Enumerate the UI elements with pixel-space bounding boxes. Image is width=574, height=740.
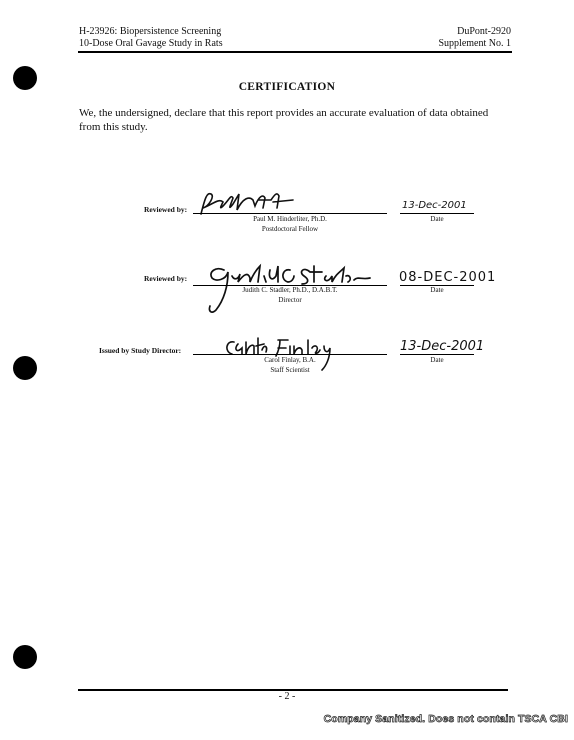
page-number: - 2 - — [278, 691, 296, 702]
header-rule — [78, 51, 512, 53]
signatory-2-role: Director — [278, 296, 302, 304]
page-title: CERTIFICATION — [238, 81, 336, 93]
signatory-3-role: Staff Scientist — [270, 366, 310, 374]
signatory-2-date-label: Date — [430, 286, 444, 294]
header-left — [79, 26, 223, 50]
signatory-2-date-value: 08-DEC-2001 — [399, 270, 497, 285]
certification-statement: We, the undersigned, declare that this report provides an accurate evaluation of data obtained from this study. — [79, 107, 489, 133]
signatory-1-role: Postdoctoral Fellow — [261, 225, 319, 233]
signatory-3-label: Issued by Study Director: — [99, 346, 182, 355]
header-study-title: H-23926: Biopersistence Screening — [79, 26, 222, 37]
signatory-2-name: Judith C. Stadler, Ph.D., D.A.B.T. — [242, 286, 338, 294]
sanitization-stamp: Company Sanitized. Does not contain TSCA CBI — [323, 713, 568, 725]
header-supplement: Supplement No. 1 — [438, 38, 511, 49]
header-right — [439, 26, 512, 50]
signature-line-1 — [193, 213, 387, 214]
signatory-1-date-label: Date — [430, 215, 444, 223]
header-report-number: DuPont-2920 — [457, 26, 511, 37]
signatory-1-name: Paul M. Hinderliter, Ph.D. — [253, 215, 327, 223]
signatory-2-label: Reviewed by: — [144, 274, 188, 283]
signature-line-3 — [193, 354, 387, 355]
punch-hole-bottom — [13, 645, 37, 669]
signatory-3-date-label: Date — [430, 356, 444, 364]
signatory-1-date-value: 13-Dec-2001 — [402, 200, 467, 211]
signatory-3-name: Carol Finlay, B.A. — [264, 356, 316, 364]
date-line-1 — [400, 213, 474, 214]
date-line-3 — [400, 354, 474, 355]
signatory-3-date-value: 13-Dec-2001 — [400, 339, 485, 354]
header-study-subtitle: 10-Dose Oral Gavage Study in Rats — [79, 38, 223, 49]
punch-hole-middle — [13, 356, 37, 380]
signatory-1-label: Reviewed by: — [144, 205, 188, 214]
